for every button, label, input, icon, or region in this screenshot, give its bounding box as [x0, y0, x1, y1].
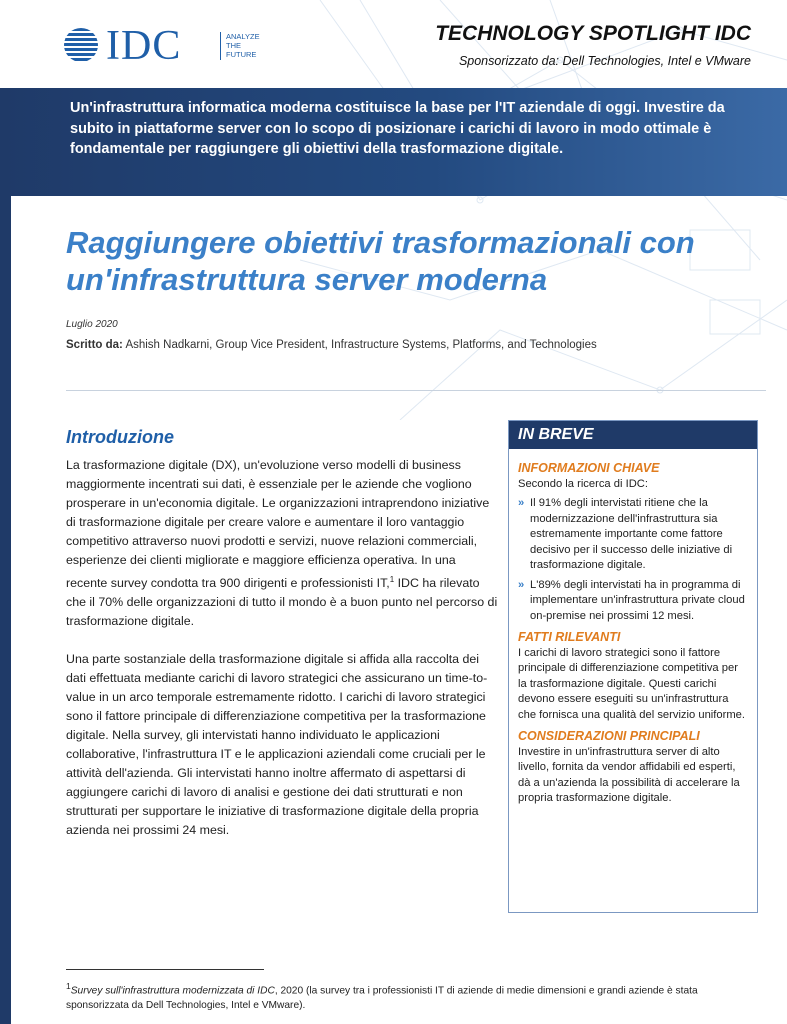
- facts-text: I carichi di lavoro strategici sono il fattore principale di differenziazione competitiva per la trasformazione digitale. Questi carichi devono essere eseguiti su un'infrastruttura che fornisca una qualità del servizio uniforme.: [518, 646, 745, 721]
- footnote-divider: [66, 969, 264, 970]
- considerations-text: Investire in un'infrastruttura server di alto livello, fornita da vendor affidabili ed esperti, dà a un'azienda la possibilità di accelerare la propria trasformazione digitale.: [518, 745, 740, 804]
- key-info-heading: INFORMAZIONI CHIAVE: [518, 461, 660, 475]
- intro-body: [66, 456, 498, 859]
- author-label: Scritto da:: [66, 339, 123, 351]
- bullet-icon: »: [518, 497, 525, 509]
- left-accent-bar: [0, 195, 11, 1024]
- footnote-marker: 1: [66, 981, 71, 991]
- in-breve-box: [508, 420, 758, 913]
- intro-paragraph-1: La trasformazione digitale (DX), un'evoluzione verso modelli di business maggiormente incentrati sui dati, è essenziale per le aziende che vogliono prosperare in un'economia digitale. Le organizzazioni intraprendono iniziative di trasformazione digitale per creare valore e aumentare il loro vantaggio competitivo attraverso nuovi prodotti e servizi, nuove relazioni commerciali, esperienze dei clienti migliorate e maggiore efficienza operativa. In una recente survey condotta tra 900 dirigenti e professionisti IT,$^1$ IDC ha rilevato che il 70% delle organizzazioni di tutto il mondo è a buon punto nel percorso di trasformazione digitale.: [66, 458, 498, 629]
- bullet-icon: »: [518, 578, 525, 591]
- key-info-intro: Secondo la ricerca di IDC:: [518, 477, 648, 490]
- intro-paragraph-2: Una parte sostanziale della trasformazione digitale si affida alla raccolta dei dati effettuata mediante carichi di lavoro strategici che assicurano un time-to-value in un arco temporale estremamente ridotto. I carichi di lavoro strategici sono il fattore principale di differenziazione competitiva per la trasformazione digitale. Nella survey, gli intervistati hanno individuato le applicazioni collaborative, l'infrastruttura IT e le applicazioni aziendali come cruciali per le attività dell'azienda. Gli intervistati hanno inoltre affermato di aspettarsi di aggiungere carichi di lavoro di analisi e gestione dei dati strutturati e non strutturati per supportare le iniziative di trasformazione digitale della propria azienda nei prossimi 24 mesi.: [66, 652, 488, 838]
- spotlight-title: TECHNOLOGY SPOTLIGHT IDC: [435, 22, 751, 45]
- page-title: Raggiungere obiettivi trasformazionali con un'infrastruttura server moderna: [66, 225, 695, 297]
- considerations-heading: CONSIDERAZIONI PRINCIPALI: [518, 729, 700, 743]
- logo-tagline: ANALYZE THE FUTURE: [226, 32, 260, 59]
- footnote-text: , 2020 (la survey tra i professionisti IT di aziende di medie dimensioni e grandi aziende è stata sponsorizzata da Dell Technologies, Intel e VMware).: [66, 985, 698, 1012]
- author-text: Ashish Nadkarni, Group Vice President, Infrastructure Systems, Platforms, and Technologies: [125, 339, 597, 351]
- idc-logo: [64, 24, 284, 72]
- sponsor-line: Sponsorizzato da: Dell Technologies, Intel e VMware: [458, 54, 751, 68]
- list-item: » Il 91% degli intervistati ritiene che la modernizzazione dell'infrastruttura sia estremamente importante come fattore decisivo per il successo delle iniziative di trasformazione digitale.: [518, 497, 733, 571]
- divider: [66, 390, 766, 391]
- footnote: [66, 979, 756, 1013]
- idc-globe-icon: [64, 28, 98, 62]
- publication-date: Luglio 2020: [66, 319, 118, 330]
- logo-text: IDC: [106, 23, 182, 69]
- author-line: [66, 339, 597, 351]
- facts-heading: FATTI RILEVANTI: [518, 630, 621, 644]
- intro-heading: Introduzione: [66, 427, 174, 447]
- list-item: » L'89% degli intervistati ha in programma di implementare un'infrastruttura private cloud on-premise nei prossimi 12 mesi.: [518, 578, 745, 622]
- banner-text: Un'infrastruttura informatica moderna costituisce la base per l'IT aziendale di oggi. Investire da subito in piattaforme server con lo scopo di posizionare i carichi di lavoro in modo ottimale è fondamentale per raggiungere gli obiettivi della trasformazione digitale.: [70, 100, 725, 157]
- logo-divider: [220, 32, 221, 60]
- in-breve-title: IN BREVE: [509, 421, 757, 449]
- footnote-ref[interactable]: 1: [389, 575, 395, 584]
- footnote-title: Survey sull'infrastruttura modernizzata di IDC: [70, 985, 275, 997]
- summary-banner: [0, 88, 787, 196]
